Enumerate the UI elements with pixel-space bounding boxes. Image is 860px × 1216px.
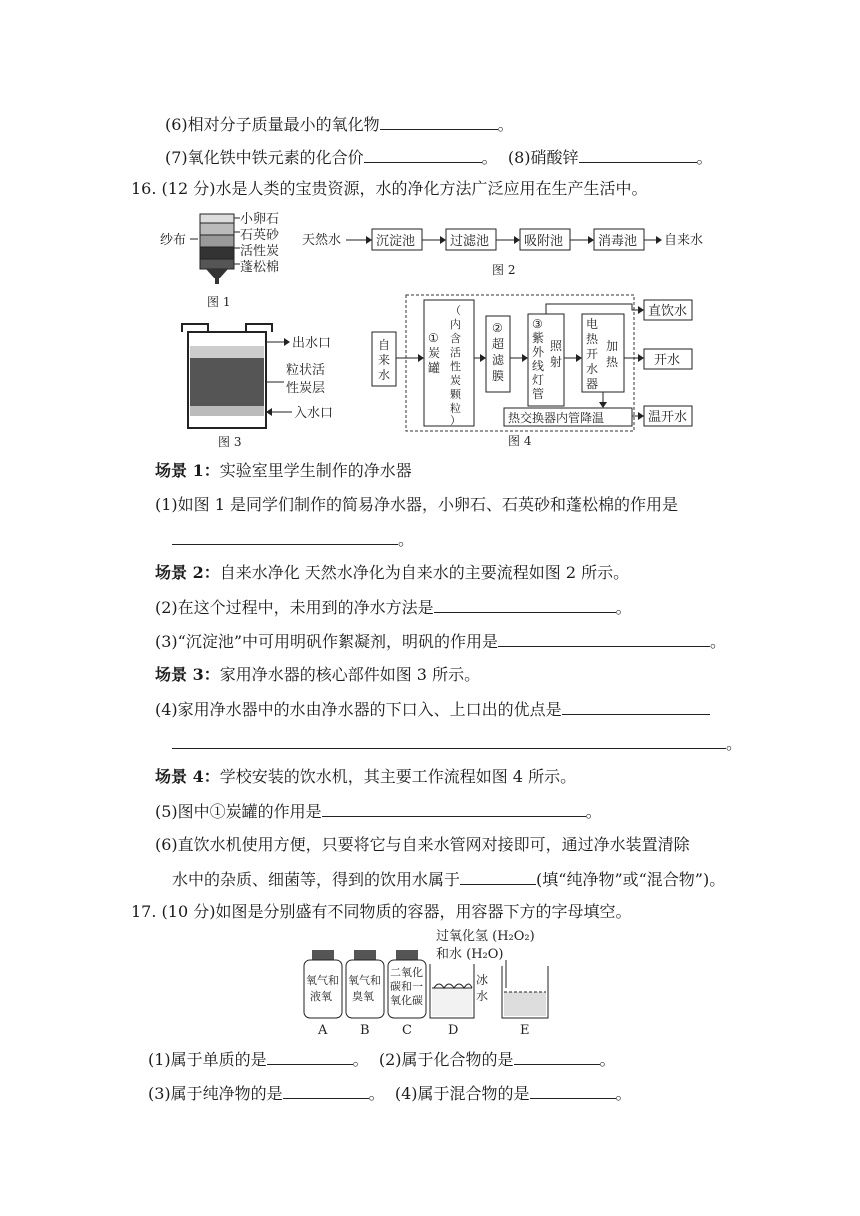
svg-text:自: 自 [378, 338, 391, 352]
q15-line6: (6)相对分子质量最小的氧化物 。 [165, 115, 514, 134]
figure-1-filter [160, 210, 320, 315]
svg-text:热: 热 [606, 355, 619, 369]
svg-text:含: 含 [450, 332, 461, 345]
svg-text:加: 加 [606, 339, 619, 353]
container-letter: C [402, 1023, 412, 1038]
answer-blank[interactable] [322, 800, 586, 817]
svg-text:射: 射 [550, 355, 563, 369]
fig3-caption: 图 3 [218, 435, 242, 449]
q17-row1: (1)属于单质的是 。 (2)属于化合物的是 。 [148, 1050, 616, 1069]
svg-text:器: 器 [586, 377, 599, 391]
svg-text:液氧: 液氧 [310, 990, 332, 1003]
svg-text:超: 超 [492, 337, 505, 351]
q16-part2: (2)在这个过程中，未用到的净水方法是 。 [155, 598, 632, 617]
svg-text:外: 外 [532, 345, 545, 359]
fig2-step: 消毒池 [598, 234, 638, 249]
q16-part1-blank: 。 [172, 528, 414, 551]
q16-part3: (3)“沉淀池”中可用明矾作絮凝剂，明矾的作用是 。 [155, 632, 727, 651]
fig1-layer: 活性炭 [240, 244, 280, 259]
svg-text:罐: 罐 [428, 361, 441, 375]
fig4-caption: 图 4 [508, 434, 532, 448]
svg-text:照: 照 [550, 339, 563, 353]
answer-blank[interactable] [364, 146, 482, 163]
answer-blank[interactable] [267, 1048, 353, 1065]
container-letter: B [360, 1023, 370, 1038]
svg-text:②: ② [492, 321, 503, 335]
svg-text:灯: 灯 [532, 373, 545, 387]
fig2-step: 吸附池 [524, 234, 564, 249]
svg-text:粒: 粒 [450, 402, 461, 415]
q16-part4: (4)家用净水器中的水由净水器的下口入、上口出的优点是 [155, 698, 710, 721]
q16-part4-blank: 。 [172, 732, 742, 755]
figure-q17-containers [296, 926, 564, 1040]
scene-2: 场景 2：自来水净化 天然水净化为自来水的主要流程如图 2 所示。 [155, 563, 630, 582]
svg-text:碳和一: 碳和一 [390, 980, 423, 993]
answer-blank[interactable] [514, 1048, 600, 1065]
svg-text:③: ③ [532, 317, 543, 331]
figure-4-dispenser [370, 292, 700, 452]
q16-part6b: 水中的杂质、细菌等，得到的饮用水属于 (填“纯净物”或“混合物”)。 [172, 870, 726, 889]
q16-part1: (1)如图 1 是同学们制作的简易净水器，小卵石、石英砂和蓬松棉的作用是 [155, 495, 679, 514]
svg-text:颗: 颗 [450, 388, 461, 401]
q17-label-top2: 和水 (H₂O) [436, 947, 504, 962]
q17-row2: (3)属于纯净物的是 。 (4)属于混合物的是 。 [148, 1084, 632, 1103]
answer-blank[interactable] [498, 630, 710, 647]
answer-blank[interactable] [380, 113, 498, 130]
svg-text:线: 线 [532, 359, 545, 373]
svg-text:）: ） [450, 414, 461, 427]
fig1-layer: 蓬松棉 [240, 260, 280, 275]
svg-text:活: 活 [450, 346, 461, 359]
q15-line7: (7)氧化铁中铁元素的化合价 。 (8)硝酸锌 。 [165, 148, 713, 167]
q16-part6a: (6)直饮水机使用方便，只要将它与自来水管网对接即可，通过净水装置清除 [155, 835, 690, 854]
scene-1: 场景 1：实验室里学生制作的净水器 [155, 461, 412, 480]
answer-blank[interactable] [530, 1082, 616, 1099]
fig2-end: 自来水 [664, 233, 704, 248]
svg-text:氧气和: 氧气和 [306, 974, 339, 987]
fig1-layer: 石英砂 [240, 228, 280, 243]
svg-text:开: 开 [586, 347, 599, 361]
svg-text:二氧化: 二氧化 [390, 966, 423, 979]
container-letter: A [318, 1023, 328, 1038]
fig4-out: 开水 [654, 353, 681, 368]
svg-text:电: 电 [586, 317, 599, 331]
svg-text:炭: 炭 [428, 346, 441, 360]
q16-part5: (5)图中①炭罐的作用是 。 [155, 802, 602, 821]
svg-text:热: 热 [586, 332, 599, 346]
answer-blank[interactable] [172, 528, 398, 545]
svg-text:水: 水 [476, 989, 489, 1003]
q17-stem: 17. (10 分)如图是分别盛有不同物质的容器，用容器下方的字母填空。 [131, 902, 632, 921]
answer-blank[interactable] [172, 732, 726, 749]
fig2-step: 沉淀池 [376, 234, 416, 249]
svg-text:臭氧: 臭氧 [352, 990, 374, 1003]
svg-text:水: 水 [586, 362, 599, 376]
answer-blank[interactable] [562, 698, 710, 715]
q17-label-top1: 过氧化氢 (H₂O₂) [436, 929, 535, 944]
fig3-layer: 性炭层 [286, 381, 326, 396]
fig3-layer: 粒状活 [286, 363, 326, 378]
scene-3: 场景 3：家用净水器的核心部件如图 3 所示。 [155, 665, 481, 684]
q16-stem: 16. (12 分)水是人类的宝贵资源，水的净化方法广泛应用在生产生活中。 [131, 179, 648, 198]
fig3-outlet: 出水口 [292, 336, 332, 351]
answer-blank[interactable] [283, 1082, 369, 1099]
fig1-caption: 图 1 [207, 295, 231, 309]
answer-blank[interactable] [579, 146, 697, 163]
svg-text:（: （ [450, 304, 461, 317]
container-letter: E [520, 1023, 530, 1038]
svg-text:紫: 紫 [532, 331, 545, 345]
fig1-layer: 小卵石 [240, 212, 280, 227]
fig4-out: 直饮水 [648, 304, 688, 319]
svg-text:来: 来 [378, 353, 391, 367]
svg-text:冰: 冰 [476, 973, 489, 987]
fig1-left-label: 纱布 [160, 233, 187, 248]
svg-text:氧气和: 氧气和 [348, 974, 381, 987]
svg-text:膜: 膜 [492, 369, 505, 383]
svg-text:内: 内 [450, 318, 461, 331]
fig3-inlet: 入水口 [294, 406, 334, 421]
svg-text:性: 性 [450, 360, 461, 373]
figure-2-flow [302, 224, 712, 280]
fig4-exchanger: 热交换器内管降温 [508, 411, 605, 425]
fig2-start: 天然水 [302, 233, 342, 248]
figure-3-purifier [160, 318, 365, 453]
svg-text:滤: 滤 [492, 353, 505, 367]
svg-text:炭: 炭 [450, 374, 461, 387]
scene-4: 场景 4：学校安装的饮水机，其主要工作流程如图 4 所示。 [155, 767, 577, 786]
svg-text:氧化碳: 氧化碳 [390, 994, 423, 1007]
answer-blank[interactable] [434, 596, 616, 613]
container-letter: D [448, 1023, 459, 1038]
svg-text:管: 管 [532, 387, 545, 401]
svg-text:水: 水 [378, 368, 391, 382]
answer-blank[interactable] [460, 868, 536, 885]
fig4-out: 温开水 [648, 410, 688, 425]
fig2-step: 过滤池 [450, 234, 490, 249]
svg-text:①: ① [428, 331, 439, 345]
fig2-caption: 图 2 [492, 263, 516, 277]
